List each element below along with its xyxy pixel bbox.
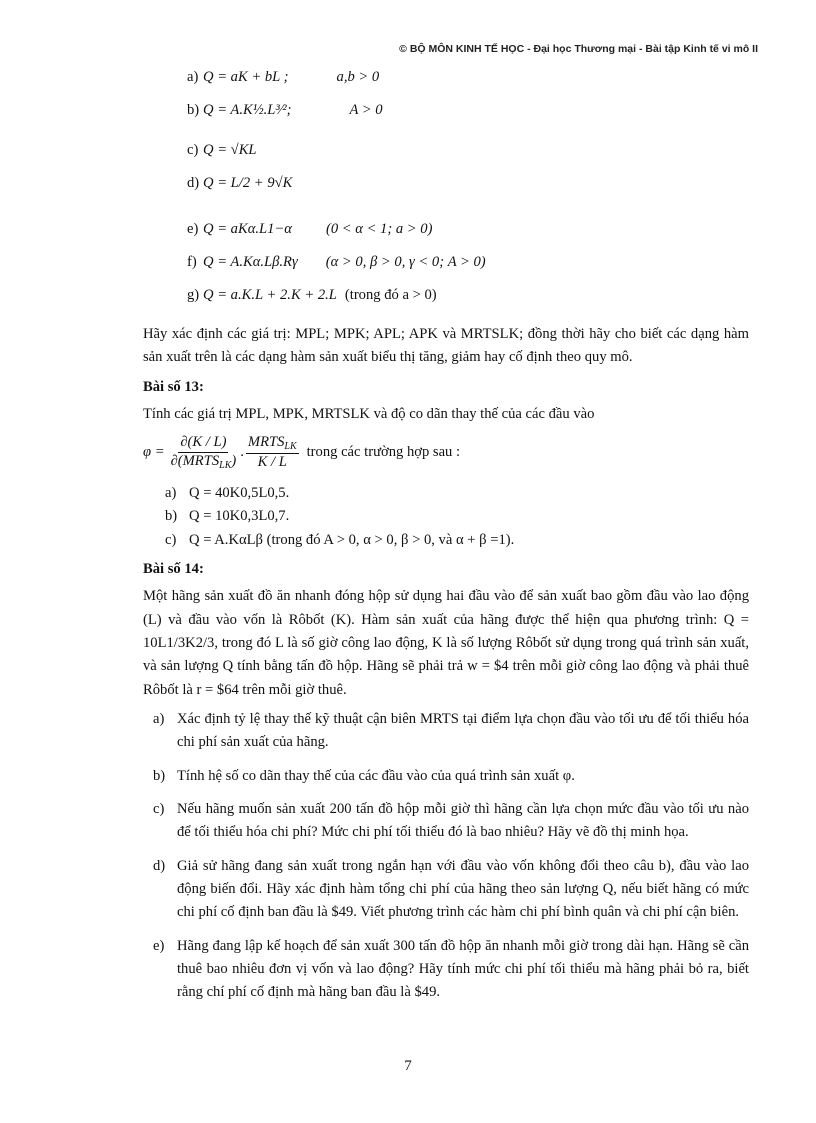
case-a bbox=[165, 482, 749, 505]
function-label: e) bbox=[187, 221, 199, 237]
case-text: Q = 40K0,5L0,5. bbox=[189, 484, 290, 501]
case-label: c) bbox=[165, 531, 177, 548]
fraction-1: $\frac{\partial(K / L)}{\partial(MRTS_{LK})}$ bbox=[170, 434, 237, 471]
case-label: b) bbox=[165, 508, 178, 525]
function-formula: Q = aKα.L1−α bbox=[203, 221, 292, 237]
question-label: c) bbox=[153, 801, 165, 817]
function-label: b) bbox=[187, 102, 200, 118]
question-text: Giả sử hãng đang sản xuất trong ngắn hạn với đầu vào vốn không đổi theo câu b), đầu vào lao động biến đổi. Hãy xác định hàm tổng chi phí của hãng theo sản lượng Q, nếu biết hãng có mức chi phí cố định ban đầu là $49. Viết phương trình các hàm chi phí bình quân và chi phí cận biên. bbox=[177, 857, 749, 921]
function-f bbox=[187, 251, 749, 284]
function-formula: Q = A.Kα.Lβ.Rγ bbox=[203, 254, 298, 270]
case-label: a) bbox=[165, 484, 177, 501]
question-label: e) bbox=[153, 937, 165, 954]
page-content bbox=[143, 66, 749, 1015]
question-text: Tính hệ số co dãn thay thế của các đầu vào của quá trình sản xuất φ. bbox=[177, 767, 575, 784]
question-text: Hãng đang lập kế hoạch để sản xuất 300 tấn đồ hộp ăn nhanh mỗi giờ trong dài hạn. Hãng sẽ cần thuê bao nhiêu đơn vị vốn và lao động? Hãy tính mức chi phí tối thiểu mà hãng phải bỏ ra, biết rằng chí phí cố định mà hãng ban đầu là $49. bbox=[177, 937, 749, 1001]
function-condition: (0 < α < 1; a > 0) bbox=[325, 221, 433, 237]
function-condition: (α > 0, β > 0, γ < 0; A > 0) bbox=[325, 254, 486, 270]
function-condition: a,b > 0 bbox=[336, 69, 380, 85]
question-text: Xác định tỷ lệ thay thế kỹ thuật cận biên MRTS tại điểm lựa chọn đầu vào tối ưu để tối thiểu hóa chi phí sản xuất của hãng. bbox=[177, 710, 749, 751]
function-d bbox=[187, 172, 749, 218]
function-e bbox=[187, 218, 749, 251]
fraction-2: $\frac{MRTS_{LK}}{K / L}$ bbox=[247, 434, 297, 471]
function-formula: Q = A.K½.L³⁄²; bbox=[203, 102, 292, 118]
function-g bbox=[187, 284, 749, 317]
function-label: a) bbox=[187, 69, 199, 85]
question-text: Nếu hãng muốn sản xuất 200 tấn đồ hộp mỗi giờ thì hãng cần lựa chọn mức đầu vào tối ưu nào để tối thiểu hóa chi phí? Mức chi phí tối thiểu đó là bao nhiêu? Hãy vẽ đồ thị minh họa. bbox=[177, 801, 749, 841]
function-c bbox=[187, 139, 749, 172]
case-c bbox=[165, 529, 749, 552]
exercise-13-intro: Tính các giá trị MPL, MPK, MRTSLK và độ co dãn thay thế của các đầu vào bbox=[143, 406, 595, 423]
question-label: a) bbox=[153, 710, 165, 727]
exercise-14-intro: Một hãng sản xuất đồ ăn nhanh đóng hộp sử dụng hai đầu vào để sản xuất bao gồm đầu vào lao động (L) và đầu vào vốn là Rôbốt (K). Hàm sản xuất của hãng được thể hiện qua phương trình: Q = 10L1/3K2/3, trong đó L là số giờ công lao động, K là số lượng Rôbốt sử dụng trong quá trình sản xuất, và sản lượng Q tính bằng tấn đồ hộp. Hãng sẽ phải trả w = $4 trên mỗi giờ công lao động và phải thuê Rôbốt là r = $64 trên mỗi giờ thuê. bbox=[143, 588, 749, 698]
function-a bbox=[187, 66, 749, 99]
function-label: g) bbox=[187, 287, 200, 303]
page-header: © BỘ MÔN KINH TẾ HỌC - Đại học Thương mại - Bài tập Kinh tế vi mô II bbox=[399, 43, 758, 55]
formula-tail: trong các trường hợp sau : bbox=[306, 444, 461, 461]
intro-paragraph: Hãy xác định các giá trị: MPL; MPK; APL; APK và MRTSLK; đồng thời hãy cho biết các dạng hàm sản xuất trên là các dạng hàm sản xuất biểu thị tăng, giảm hay cố định theo quy mô. bbox=[143, 326, 749, 366]
question-e bbox=[153, 935, 749, 1005]
case-text: Q = 10K0,3L0,7. bbox=[189, 508, 290, 525]
elasticity-formula: φ = $\frac{\partial(K / L)}{\partial(MRTS_{LK})}$ . $\frac{MRTS_{LK}}{K / L}$ trong các trường hợp sau : bbox=[143, 434, 461, 471]
question-c bbox=[153, 798, 749, 845]
function-label: d) bbox=[187, 175, 200, 191]
phi-symbol: φ = bbox=[143, 444, 165, 461]
function-condition: (trong đó a > 0) bbox=[344, 287, 437, 303]
exercise-14-title: Bài số 14: bbox=[143, 560, 204, 577]
page-number: 7 bbox=[404, 1058, 412, 1074]
function-condition: A > 0 bbox=[349, 102, 383, 118]
question-b bbox=[153, 765, 749, 788]
question-label: b) bbox=[153, 767, 166, 784]
question-a bbox=[153, 708, 749, 755]
function-label: f) bbox=[187, 254, 197, 270]
function-formula: Q = a.K.L + 2.K + 2.L bbox=[203, 287, 337, 303]
exercise-13-title: Bài số 13: bbox=[143, 378, 204, 395]
question-d bbox=[153, 855, 749, 925]
function-formula: Q = √KL bbox=[203, 142, 257, 158]
case-text: Q = A.KαLβ (trong đó A > 0, α > 0, β > 0, và α + β =1). bbox=[189, 531, 515, 548]
question-label: d) bbox=[153, 857, 166, 874]
function-label: c) bbox=[187, 142, 199, 158]
function-formula: Q = L/2 + 9√K bbox=[203, 175, 293, 191]
function-b bbox=[187, 99, 749, 139]
function-formula: Q = aK + bL ; bbox=[203, 69, 289, 85]
case-b bbox=[165, 505, 749, 528]
